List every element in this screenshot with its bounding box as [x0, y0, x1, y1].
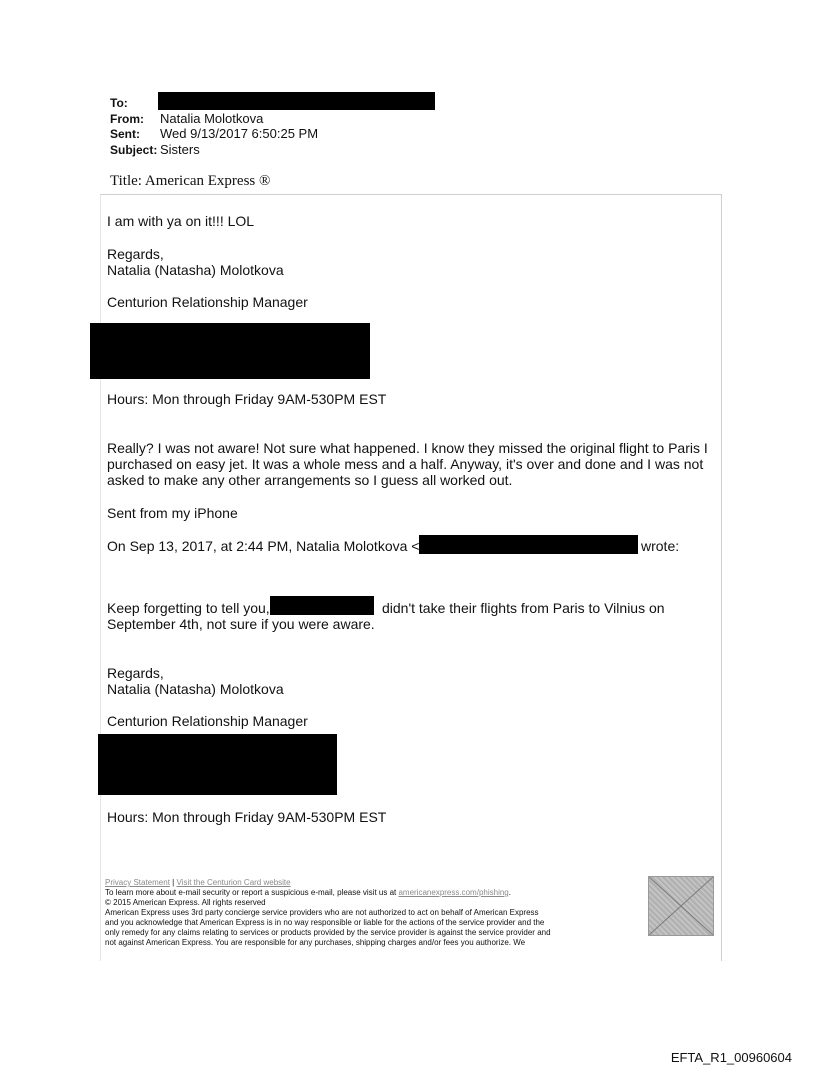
- forget-line-suffix: didn't take their flights from Paris to Vilnius on: [382, 600, 665, 616]
- image-placeholder-cross: [649, 877, 713, 935]
- footer-link-separator: |: [172, 878, 175, 887]
- sent-value: Wed 9/13/2017 6:50:25 PM: [160, 126, 319, 141]
- hours-1: Hours: Mon through Friday 9AM-530PM EST: [107, 391, 387, 407]
- signer-role-2: Centurion Relationship Manager: [107, 713, 308, 729]
- forget-line-2: September 4th, not sure if you were aware.: [107, 616, 375, 632]
- wrote-label: wrote:: [641, 538, 680, 554]
- document-id: EFTA_R1_00960604: [670, 1050, 792, 1065]
- sent-label: Sent:: [110, 127, 140, 141]
- subject-value: Sisters: [160, 142, 200, 157]
- to-redaction: [158, 92, 435, 110]
- signature-redaction-2: [98, 734, 337, 795]
- signer-role-1: Centurion Relationship Manager: [107, 294, 308, 310]
- title-line: Title: American Express ®: [110, 173, 271, 189]
- security-notice-text: To learn more about e-mail security or report a suspicious e-mail, please visit us at: [105, 888, 397, 897]
- signer-name-2: Natalia (Natasha) Molotkova: [107, 681, 284, 697]
- privacy-statement-link[interactable]: Privacy Statement: [105, 878, 170, 887]
- regards-2: Regards,: [107, 665, 164, 681]
- hours-2: Hours: Mon through Friday 9AM-530PM EST: [107, 809, 387, 825]
- signer-name-1: Natalia (Natasha) Molotkova: [107, 262, 284, 278]
- from-value: Natalia Molotkova: [160, 111, 264, 126]
- subject-label: Subject:: [110, 143, 158, 157]
- from-label: From:: [110, 112, 144, 126]
- security-notice-period: .: [508, 888, 511, 897]
- disclaimer-line-2: and you acknowledge that American Express is in no way responsible or liable for the actions of the service provider and the: [105, 918, 545, 927]
- quoted-line-2: purchased on easy jet. It was a whole mess and a half. Anyway, it's over and done and I was not: [107, 456, 704, 472]
- to-label: To:: [110, 96, 128, 110]
- regards-1: Regards,: [107, 246, 164, 262]
- email-address-redaction: [419, 535, 638, 554]
- security-notice: [105, 888, 511, 898]
- footer-links-row: [105, 878, 291, 888]
- quoted-line-1: Really? I was not aware! Not sure what happened. I know they missed the original flight to Paris I: [107, 440, 708, 456]
- on-date-line: On Sep 13, 2017, at 2:44 PM, Natalia Molotkova <: [107, 538, 420, 554]
- reply-text: I am with ya on it!!! LOL: [107, 213, 255, 229]
- centurion-website-link[interactable]: Visit the Centurion Card website: [176, 878, 291, 887]
- names-redaction: [270, 596, 374, 615]
- disclaimer-line-1: American Express uses 3rd party concierge service providers who are not authorized to act on behalf of American Express: [105, 908, 539, 917]
- signature-redaction-1: [90, 323, 370, 379]
- forget-line-prefix: Keep forgetting to tell you,: [107, 600, 270, 616]
- copyright-line: © 2015 American Express. All rights reserved: [105, 898, 266, 907]
- quoted-line-3: asked to make any other arrangements so I guess all worked out.: [107, 472, 513, 488]
- broken-image-icon: [648, 876, 714, 936]
- sent-from-line: Sent from my iPhone: [107, 505, 238, 521]
- disclaimer-line-3: only remedy for any claims relating to services or products provided by the service provider is against the service provider and: [105, 928, 551, 937]
- disclaimer-line-4: not against American Express. You are responsible for any purchases, shipping charges and/or fees you authorize. We: [105, 938, 526, 947]
- phishing-link[interactable]: americanexpress.com/phishing: [398, 888, 509, 897]
